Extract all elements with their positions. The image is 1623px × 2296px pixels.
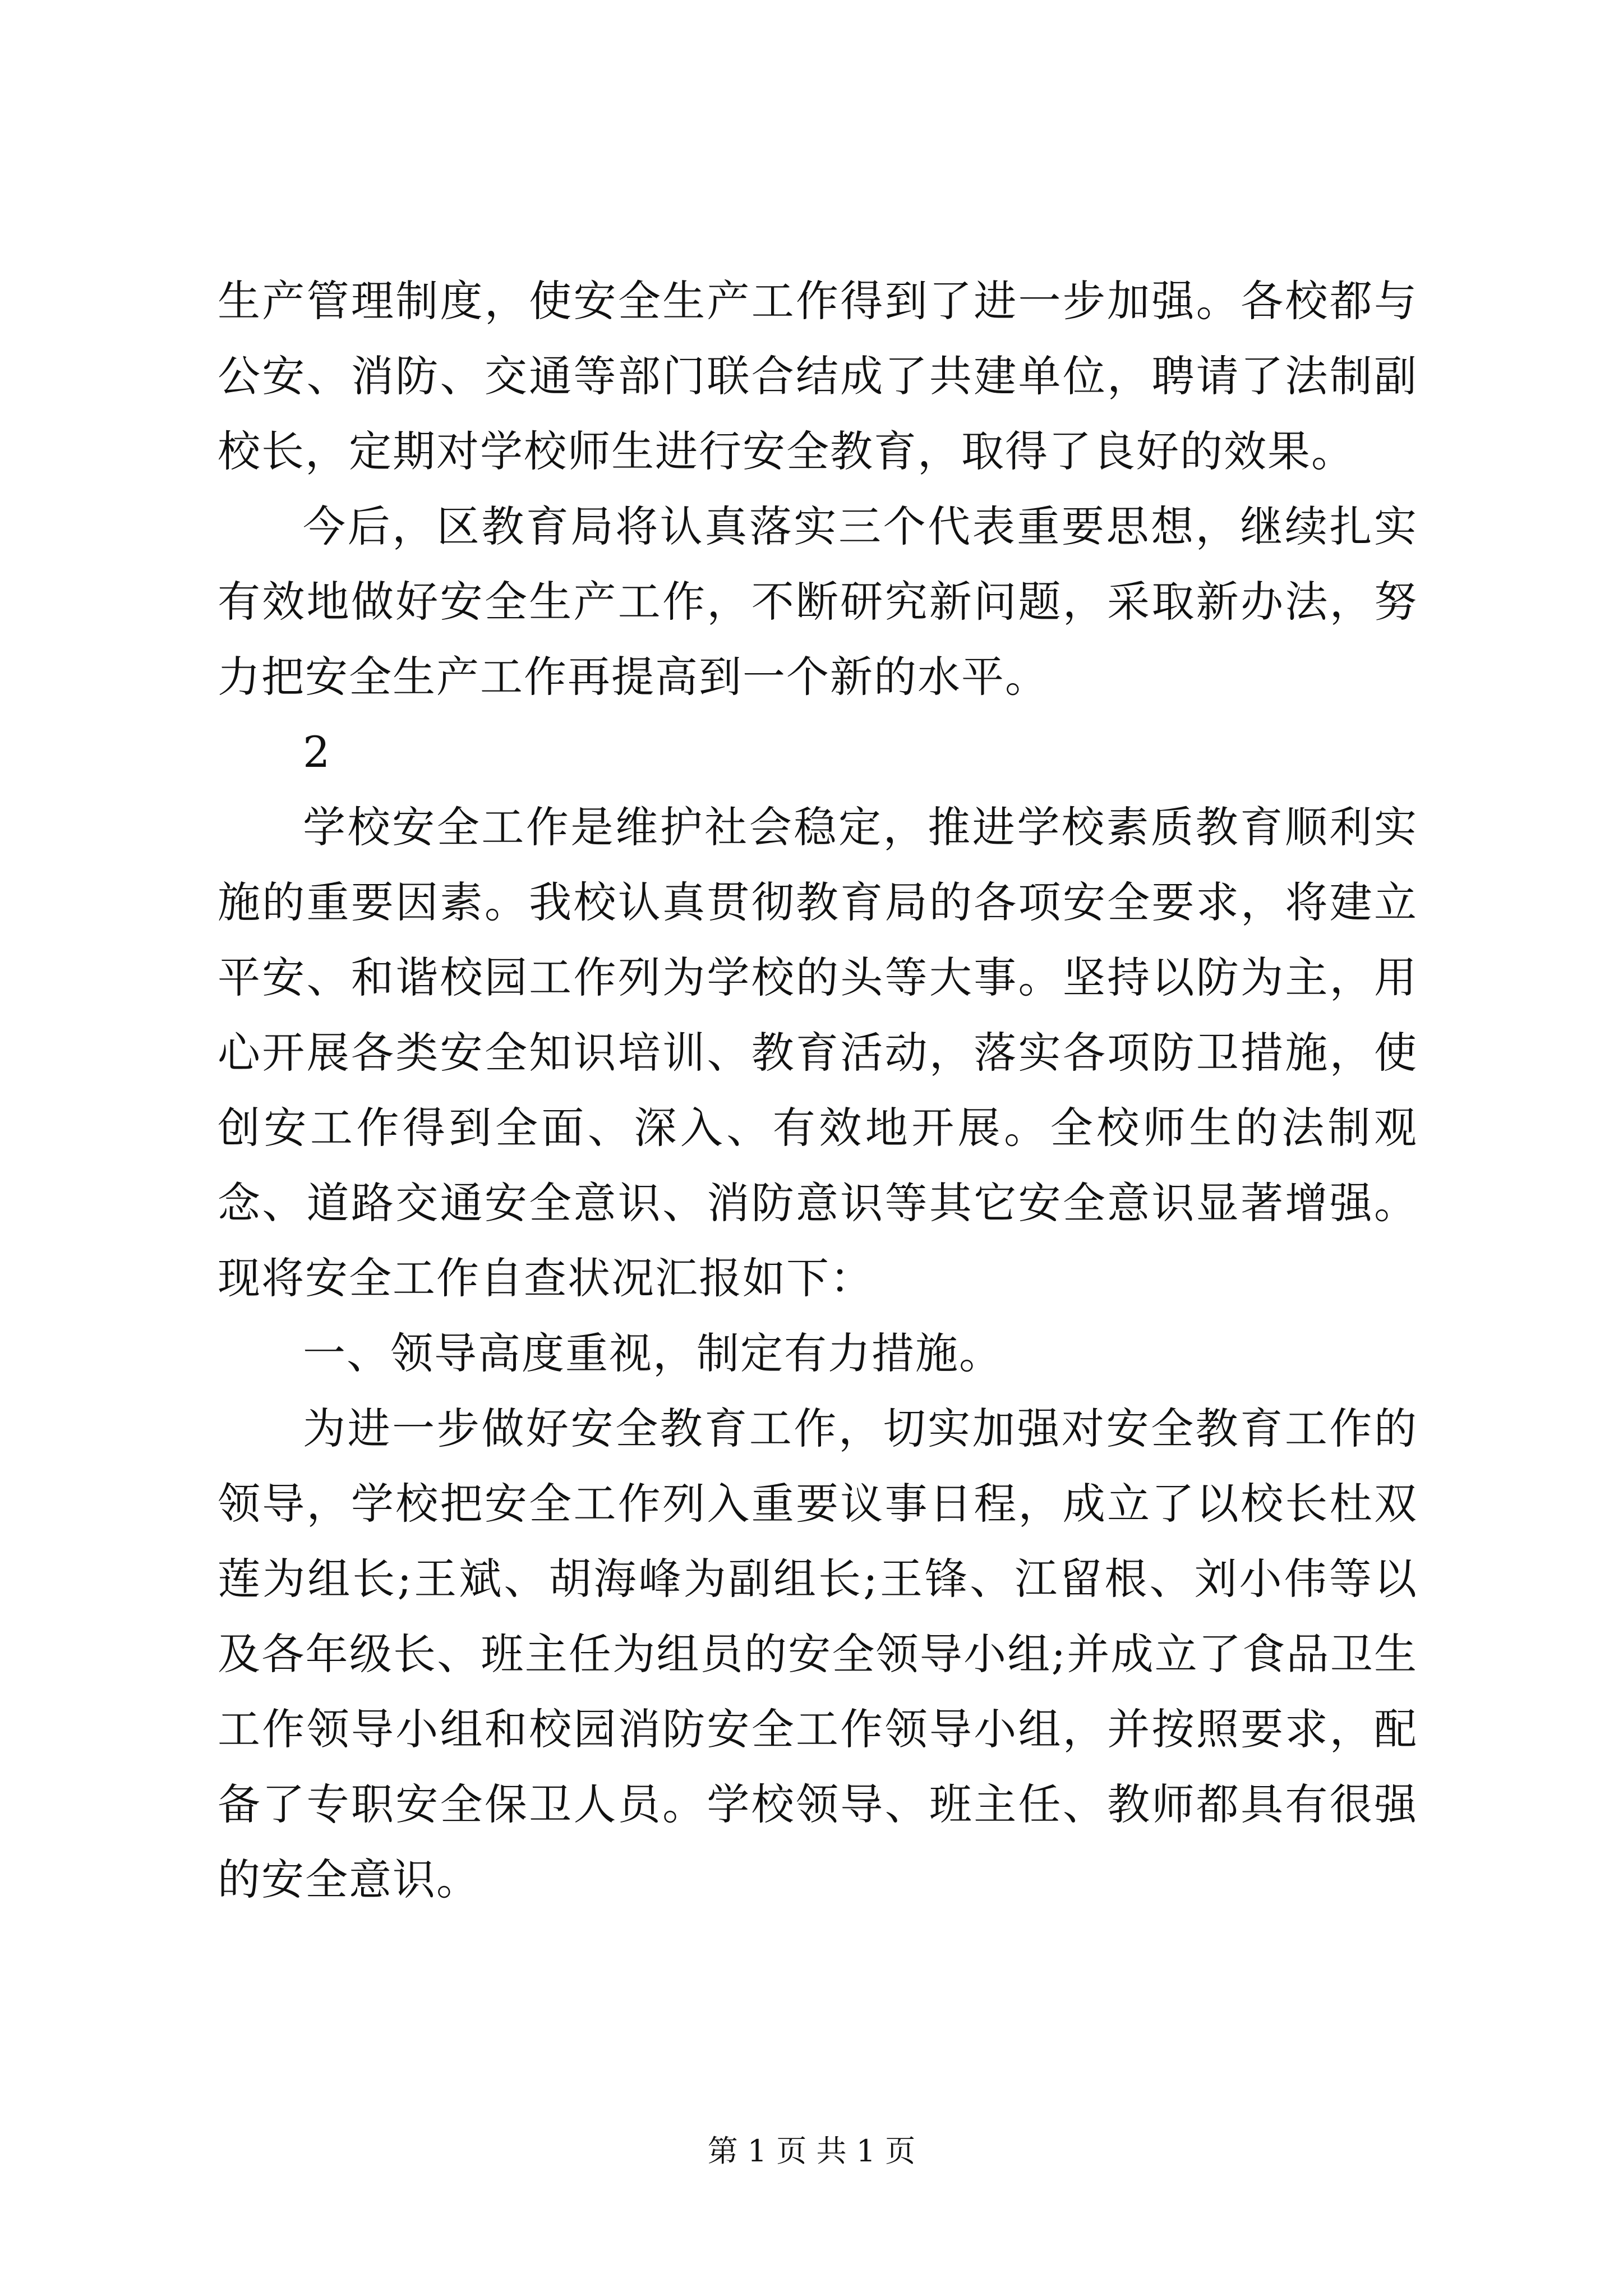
page-footer: 第 1 页 共 1 页	[707, 2133, 916, 2169]
paragraph-continuation: 生产管理制度，使安全生产工作得到了进一步加强。各校都与公安、消防、交通等部门联合结成了共建单位，聘请了法制副校长，定期对学校师生进行安全教育，取得了良好的效果。	[218, 276, 1418, 476]
paragraph-leadership: 为进一步做好安全教育工作，切实加强对安全教育工作的领导，学校把安全工作列入重要议事日程，成立了以校长杜双莲为组长;王斌、胡海峰为副组长;王锋、江留根、刘小伟等以及各年级长、班主任为组员的安全领导小组;并成立了食品卫生工作领导小组和校园消防安全工作领导小组，并按照要求，配备了专职安全保卫人员。学校领导、班主任、教师都具有很强的安全意识。	[218, 1404, 1418, 1904]
paragraph-intro: 学校安全工作是维护社会稳定，推进学校素质教育顺利实施的重要因素。我校认真贯彻教育局的各项安全要求，将建立平安、和谐校园工作列为学校的头等大事。坚持以防为主，用心开展各类安全知识培训、教育活动，落实各项防卫措施，使创安工作得到全面、深入、有效地开展。全校师生的法制观念、道路交通安全意识、消防意识等其它安全意识显著增强。现将安全工作自查状况汇报如下：	[218, 802, 1418, 1303]
section-heading: 一、领导高度重视，制定有力措施。	[303, 1328, 1003, 1378]
document-body	[218, 264, 1418, 1917]
paragraph-future-plan: 今后，区教育局将认真落实三个代表重要思想，继续扎实有效地做好安全生产工作，不断研究新问题，采取新办法，努力把安全生产工作再提高到一个新的水平。	[218, 501, 1418, 702]
section-number: 2	[303, 727, 331, 777]
